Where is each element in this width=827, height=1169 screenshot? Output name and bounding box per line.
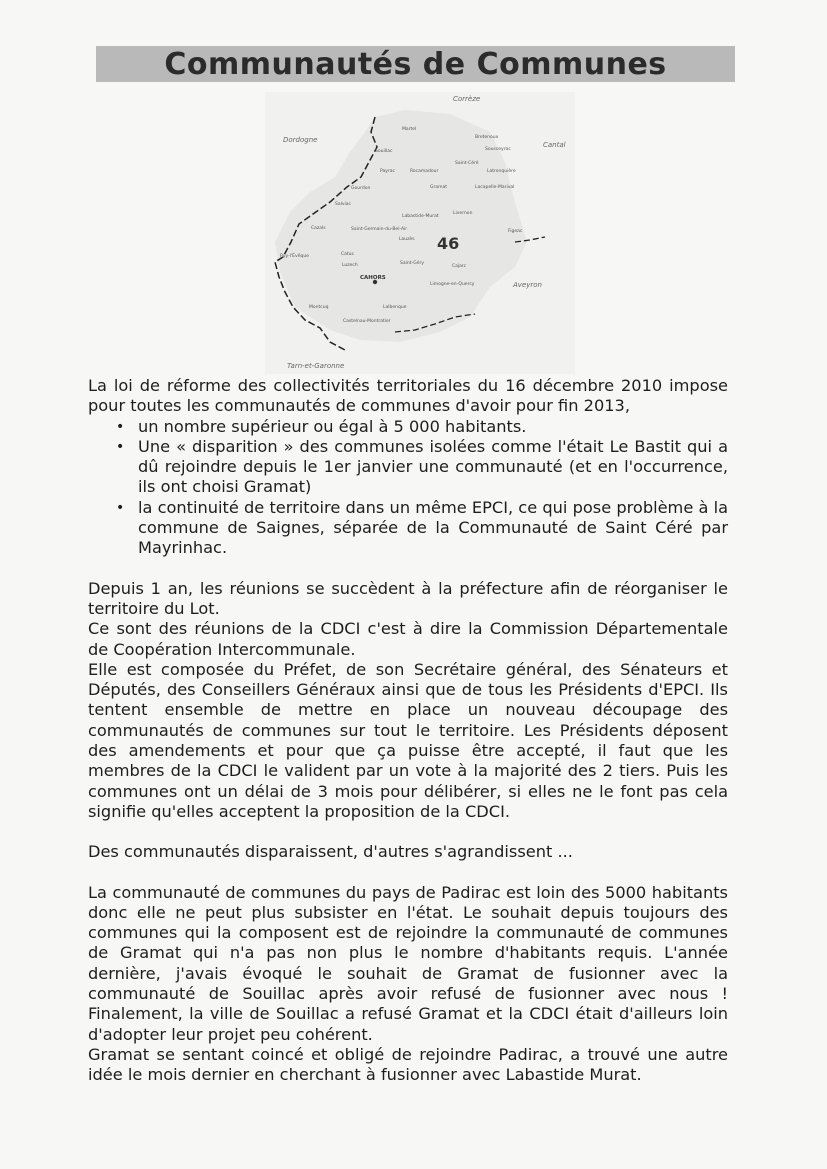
town-label: Martel (402, 127, 417, 132)
paragraph: Des communautés disparaissent, d'autres s'agrandissent ... (88, 842, 573, 862)
neighbor-label: Corrèze (453, 95, 481, 103)
town-label: Castelnau-Montratier (343, 319, 391, 324)
article-body (88, 376, 728, 1086)
town-label: Salviac (335, 202, 352, 207)
town-label: Cajarc (452, 264, 467, 269)
town-label: Limogne-en-Quercy (430, 282, 475, 287)
town-label: Lauzès (399, 237, 415, 242)
town-label: Bretenoux (475, 135, 499, 140)
town-label: Souillac (375, 149, 393, 154)
map-figure (265, 92, 575, 374)
paragraph: Depuis 1 an, les réunions se succèdent à la préfecture afin de réorganiser le territoire du Lot. (88, 578, 728, 618)
town-label: Puy-l'Évêque (280, 254, 309, 259)
lot-department-map (265, 92, 575, 374)
list-item: • un nombre supérieur ou égal à 5 000 habitants. (138, 417, 728, 437)
town-label: Catus (341, 252, 354, 257)
page-title: Communautés de Communes (164, 46, 667, 82)
town-label: Montcuq (309, 305, 329, 310)
neighbor-label: Dordogne (283, 136, 318, 144)
capital-label: CAHORS (360, 275, 386, 281)
neighbor-label: Cantal (543, 141, 566, 149)
paragraph: Gramat se sentant coincé et obligé de rejoindre Padirac, a trouvé une autre idée le mois dernier en cherchant à fusionner avec Labastide Murat. (88, 1044, 728, 1085)
paragraph: La communauté de communes du pays de Padirac est loin des 5000 habitants donc elle ne peut plus subsister en l'état. Le souhait depuis toujours des communes qui la composent est de rejoindre la communauté de communes de Gramat qui n'a pas non plus le nombre d'habitants requis. L'année dernière, j'avais évoqué le souhait de Gramat de fusionner avec la communauté de Souillac après avoir refusé de fusionner avec nous ! Finalement, la ville de Souillac a refusé Gramat et la CDCI était d'ailleurs loin d'adopter leur projet peu cohérent. (88, 882, 728, 1044)
town-label: Cazals (311, 226, 326, 231)
town-label: Lalbenque (383, 305, 407, 310)
title-banner (96, 46, 735, 82)
department-number: 46 (437, 234, 460, 253)
town-label: Gramat (430, 185, 448, 190)
town-label: Saint-Germain-du-Bel-Air (351, 227, 408, 232)
paragraph: Elle est composée du Préfet, de son Secrétaire général, des Sénateurs et Députés, des Conseillers Généraux ainsi que de tous les Présidents d'EPCI. Ils tentent ensemble de mettre en place un nouveau découpage des communautés de communes sur tout le territoire. Les Présidents déposent des amendements et pour que ça puisse être accepté, il faut que les membres de la CDCI le valident par un vote à la majorité des 2 tiers. Puis les communes ont un délai de 3 mois pour délibérer, si elles ne le font pas cela signifie qu'elles acceptent la proposition de la CDCI. (88, 659, 728, 821)
neighbor-label: Aveyron (513, 281, 542, 289)
town-label: Saint-Géry (400, 261, 425, 266)
town-label: Gourdon (351, 186, 371, 191)
town-label: Lacapelle-Marival (475, 185, 515, 190)
list-item: • Une « disparition » des communes isolées comme l'était Le Bastit qui a dû rejoindre depuis le 1er janvier une communauté (et en l'occurrence, ils ont choisi Gramat) (138, 437, 728, 498)
neighbor-label: Tarn-et-Garonne (287, 362, 345, 370)
town-label: Luzech (342, 263, 358, 268)
town-label: Saint-Céré (455, 161, 479, 166)
paragraph: Ce sont des réunions de la CDCI c'est à dire la Commission Départementale de Coopération Intercommunale. (88, 619, 728, 659)
town-label: Payrac (380, 169, 396, 174)
town-label: Rocamadour (410, 169, 439, 174)
town-label: Labastide-Murat (402, 214, 439, 219)
town-label: Sousceyrac (485, 147, 511, 152)
list-item: • la continuité de territoire dans un même EPCI, ce qui pose problème à la commune de Saignes, séparée de la Communauté de Saint Céré par Mayrinhac. (138, 498, 728, 559)
requirements-list (88, 417, 728, 559)
town-label: Livernon (453, 211, 473, 216)
town-label: Figeac (508, 229, 523, 234)
intro-paragraph: La loi de réforme des collectivités territoriales du 16 décembre 2010 impose pour toutes les communautés de communes d'avoir pour fin 2013, (88, 376, 728, 416)
town-label: Latronquière (487, 169, 516, 174)
